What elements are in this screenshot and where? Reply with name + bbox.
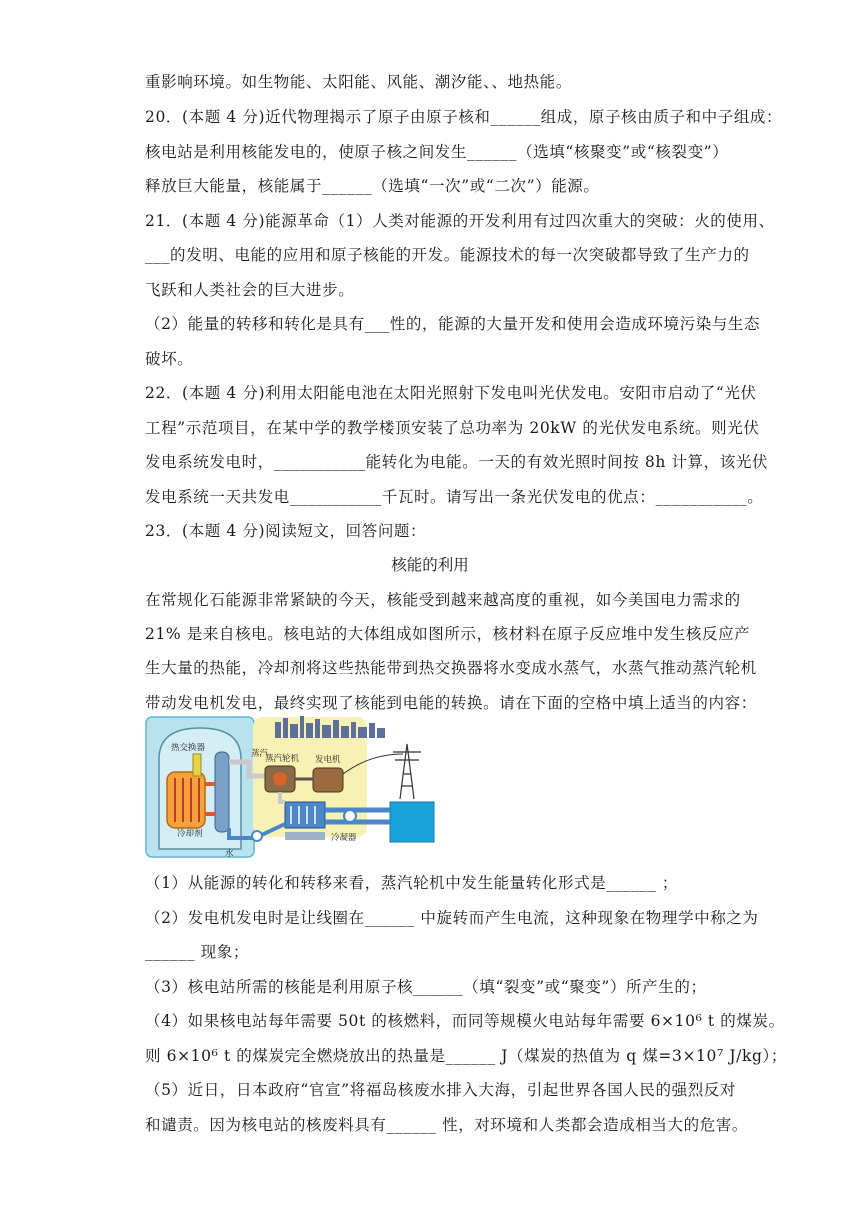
question-23-4-line-1: （4）如果核电站每年需要 50t 的核燃料，而同等规模火电站每年需要 6×10⁶ t 的煤炭。 (145, 1012, 785, 1030)
condenser-label: 冷凝器 (331, 833, 357, 843)
generator-label: 发电机 (315, 755, 341, 765)
heat-exchanger-label: 热交换器 (171, 743, 206, 753)
question-21-line-2: ___的发明、电能的应用和原子核能的开发。能源技术的每一次突破都导致了生产力的 (145, 246, 750, 264)
steam-label: 蒸汽 (251, 749, 269, 759)
article-title: 核能的利用 (391, 556, 469, 574)
heat-exchanger (215, 752, 229, 832)
question-23-line-1: 23．(本题 4 分)阅读短文，回答问题： (145, 522, 427, 540)
question-20-line-3: 释放巨大能量，核能属于______（选填“一次”或“二次”）能源。 (145, 177, 600, 195)
question-22-line-2: 工程”示范项目，在某中学的教学楼顶安装了总功率为 20kW 的光伏发电系统。则光伏 (145, 419, 760, 437)
text-line: 重影响环境。如生物能、太阳能、风能、潮汐能、、地热能。 (145, 73, 572, 91)
question-22-line-4: 发电系统一天共发电___________千瓦时。请写出一条光伏发电的优点：___________。 (145, 488, 764, 506)
question-23-5-line-1: （5）近日，日本政府“官宣”将福岛核废水排入大海，引起世界各国人民的强烈反对 (145, 1081, 737, 1099)
coolant-label: 冷却剂 (177, 829, 203, 839)
generator (313, 768, 343, 792)
question-20-line-1: 20．(本题 4 分)近代物理揭示了原子由原子核和______组成，原子核由质子和中子组成： (145, 108, 783, 126)
question-23-4-line-2: 则 6×10⁶ t 的煤炭完全燃烧放出的热量是______ J（煤炭的热值为 q 煤=3×10⁷ J/kg）； (145, 1047, 787, 1065)
nuclear-plant-diagram (145, 714, 437, 859)
turbine-label: 蒸汽轮机 (265, 754, 300, 764)
article-line: 在常规化石能源非常紧缺的今天，核能受到越来越高度的重视，如今美国电力需求的 (145, 591, 741, 609)
question-23-1: （1）从能源的转化和转移来看，蒸汽轮机中发生能量转化形式是______ ； (145, 874, 678, 892)
transmission-tower-icon (393, 744, 421, 799)
question-23-3: （3）核电站所需的核能是利用原子核______（填“裂变”或“聚变”）所产生的； (145, 978, 707, 996)
question-23-2-line-1: （2）发电机发电时是让线圈在______ 中旋转而产生电流，这种现象在物理学中称之为 (145, 909, 759, 927)
question-20-line-2: 核电站是利用核能发电的，使原子核之间发生______（选填“核聚变”或“核裂变”） (145, 143, 729, 161)
article-line: 带动发电机发电，最终实现了核能到电能的转换。请在下面的空格中填上适当的内容： (145, 694, 757, 712)
question-21-line-4: （2）能量的转移和转化是具有___性的，能源的大量开发和使用会造成环境污染与生态 (145, 315, 761, 333)
water-label: 水 (225, 849, 234, 859)
article-line: 21% 是来自核电。核电站的大体组成如图所示，核材料在原子反应堆中发生核反应产 (145, 625, 751, 643)
question-21-line-5: 破坏。 (145, 350, 194, 368)
article-line: 生大量的热能，冷却剂将这些热能带到热交换器将水变成水蒸气，水蒸气推动蒸汽轮机 (145, 659, 757, 677)
question-22-line-3: 发电系统发电时，___________能转化为电能。一天的有效光照时间按 8h 计算，该光伏 (145, 453, 769, 471)
question-22-line-1: 22．(本题 4 分)利用太阳能电池在太阳光照射下发电叫光伏发电。安阳市启动了“光伏 (145, 384, 757, 402)
grid-consumer-box (390, 802, 434, 842)
question-21-line-1: 21．(本题 4 分)能源革命（1）人类对能源的开发利用有过四次重大的突破：火的使用、 (145, 212, 775, 230)
question-23-5-line-2: 和谴责。因为核电站的核废料具有______ 性，对环境和人类都会造成相当大的危害。 (145, 1116, 749, 1134)
question-21-line-3: 飞跃和人类社会的巨大进步。 (145, 281, 355, 299)
question-23-2-line-2: ______ 现象； (145, 943, 249, 961)
